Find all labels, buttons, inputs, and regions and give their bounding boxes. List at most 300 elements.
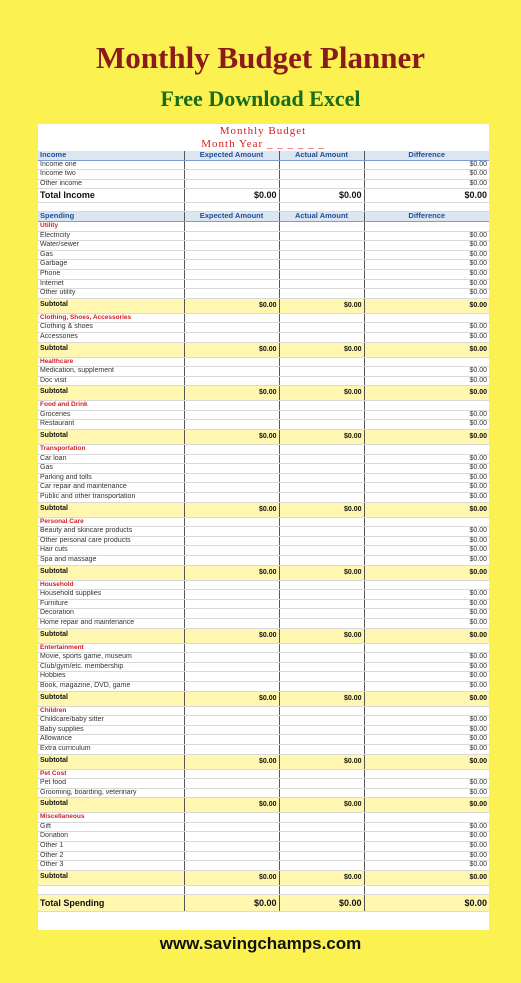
expected-amount-cell[interactable] (184, 410, 279, 420)
actual-amount-cell[interactable] (279, 822, 364, 832)
expected-amount-cell[interactable] (184, 599, 279, 609)
expected-amount-cell[interactable] (184, 556, 279, 566)
empty-cell (364, 885, 489, 894)
subtotal-label: Subtotal (38, 430, 184, 445)
table-row (38, 536, 489, 546)
table-row (38, 672, 489, 682)
expected-amount-cell[interactable] (184, 609, 279, 619)
subtotal-label: Subtotal (38, 565, 184, 580)
actual-amount-cell[interactable] (279, 493, 364, 503)
expected-amount-cell[interactable] (184, 420, 279, 430)
total-difference: $0.00 (364, 189, 489, 203)
expected-amount-cell[interactable] (184, 725, 279, 735)
actual-amount-cell[interactable] (279, 653, 364, 663)
subtotal-difference: $0.00 (364, 430, 489, 445)
empty-cell (364, 445, 489, 455)
subtotal-expected: $0.00 (184, 870, 279, 885)
expected-amount-cell[interactable] (184, 483, 279, 493)
row-label: Other utility (38, 289, 184, 299)
actual-amount-cell[interactable] (279, 779, 364, 789)
table-row (38, 160, 489, 170)
actual-amount-cell[interactable] (279, 260, 364, 270)
difference-cell: $0.00 (364, 861, 489, 871)
subtotal-expected: $0.00 (184, 502, 279, 517)
empty-cell (364, 580, 489, 590)
difference-cell: $0.00 (364, 170, 489, 180)
category-label: Utility (38, 221, 184, 231)
row-label: Other 1 (38, 842, 184, 852)
column-header: Actual Amount (279, 212, 364, 222)
subtotal-actual: $0.00 (279, 798, 364, 813)
category-label: Food and Drink (38, 401, 184, 411)
spacer-row (38, 885, 489, 894)
expected-amount-cell[interactable] (184, 323, 279, 333)
expected-amount-cell[interactable] (184, 590, 279, 600)
row-label: Gift (38, 822, 184, 832)
table-row (38, 323, 489, 333)
empty-cell (184, 885, 279, 894)
empty-cell (364, 813, 489, 823)
total-spending-row (38, 894, 489, 911)
table-row (38, 289, 489, 299)
budget-table (38, 151, 489, 912)
total-actual: $0.00 (279, 189, 364, 203)
difference-cell: $0.00 (364, 160, 489, 170)
row-label: Car repair and maintenance (38, 483, 184, 493)
row-label: Garbage (38, 260, 184, 270)
subtotal-row (38, 691, 489, 706)
empty-cell (184, 643, 279, 653)
expected-amount-cell[interactable] (184, 160, 279, 170)
subtotal-label: Subtotal (38, 386, 184, 401)
expected-amount-cell[interactable] (184, 735, 279, 745)
table-row (38, 779, 489, 789)
actual-amount-cell[interactable] (279, 546, 364, 556)
subtotal-actual: $0.00 (279, 342, 364, 357)
actual-amount-cell[interactable] (279, 599, 364, 609)
actual-amount-cell[interactable] (279, 279, 364, 289)
row-label: Childcare/baby sitter (38, 716, 184, 726)
actual-amount-cell[interactable] (279, 527, 364, 537)
empty-cell (38, 203, 184, 212)
row-label: Furniture (38, 599, 184, 609)
subtotal-difference: $0.00 (364, 386, 489, 401)
category-label: Pet Cost (38, 769, 184, 779)
page-subtitle: Free Download Excel (160, 86, 361, 111)
empty-cell (184, 357, 279, 367)
row-label: Gas (38, 250, 184, 260)
row-label: Phone (38, 269, 184, 279)
income-header-row (38, 151, 489, 160)
empty-cell (364, 221, 489, 231)
expected-amount-cell[interactable] (184, 851, 279, 861)
table-row (38, 662, 489, 672)
difference-cell: $0.00 (364, 779, 489, 789)
difference-cell: $0.00 (364, 250, 489, 260)
subtotal-row (38, 754, 489, 769)
empty-cell (184, 313, 279, 323)
expected-amount-cell[interactable] (184, 269, 279, 279)
difference-cell: $0.00 (364, 241, 489, 251)
subtotal-label: Subtotal (38, 754, 184, 769)
column-header: Difference (364, 212, 489, 222)
empty-cell (364, 706, 489, 716)
empty-cell (364, 643, 489, 653)
empty-cell (364, 769, 489, 779)
actual-amount-cell[interactable] (279, 609, 364, 619)
table-row (38, 279, 489, 289)
subtotal-label: Subtotal (38, 870, 184, 885)
actual-amount-cell[interactable] (279, 672, 364, 682)
table-row (38, 231, 489, 241)
actual-amount-cell[interactable] (279, 376, 364, 386)
row-label: Groceries (38, 410, 184, 420)
row-label: Internet (38, 279, 184, 289)
expected-amount-cell[interactable] (184, 241, 279, 251)
category-label: Miscellaneous (38, 813, 184, 823)
spending-header-row (38, 212, 489, 222)
empty-cell (364, 313, 489, 323)
total-actual: $0.00 (279, 894, 364, 911)
table-row (38, 861, 489, 871)
actual-amount-cell[interactable] (279, 556, 364, 566)
actual-amount-cell[interactable] (279, 842, 364, 852)
table-row (38, 473, 489, 483)
difference-cell: $0.00 (364, 464, 489, 474)
difference-cell: $0.00 (364, 527, 489, 537)
table-row (38, 681, 489, 691)
table-row (38, 842, 489, 852)
subtotal-difference: $0.00 (364, 628, 489, 643)
actual-amount-cell[interactable] (279, 735, 364, 745)
expected-amount-cell[interactable] (184, 662, 279, 672)
total-difference: $0.00 (364, 894, 489, 911)
subtotal-expected: $0.00 (184, 691, 279, 706)
expected-amount-cell[interactable] (184, 250, 279, 260)
total-income-label: Total Income (38, 189, 184, 203)
category-label: Household (38, 580, 184, 590)
difference-cell: $0.00 (364, 735, 489, 745)
difference-cell: $0.00 (364, 618, 489, 628)
actual-amount-cell[interactable] (279, 332, 364, 342)
actual-amount-cell[interactable] (279, 454, 364, 464)
subtotal-difference: $0.00 (364, 565, 489, 580)
difference-cell: $0.00 (364, 376, 489, 386)
table-row (38, 269, 489, 279)
actual-amount-cell[interactable] (279, 367, 364, 377)
difference-cell: $0.00 (364, 420, 489, 430)
empty-cell (279, 221, 364, 231)
subtotal-actual: $0.00 (279, 386, 364, 401)
table-row (38, 653, 489, 663)
subtotal-label: Subtotal (38, 628, 184, 643)
table-row (38, 556, 489, 566)
row-label: Car loan (38, 454, 184, 464)
difference-cell: $0.00 (364, 323, 489, 333)
table-row (38, 454, 489, 464)
expected-amount-cell[interactable] (184, 289, 279, 299)
row-label: Restaurant (38, 420, 184, 430)
table-row (38, 851, 489, 861)
subtotal-actual: $0.00 (279, 870, 364, 885)
actual-amount-cell[interactable] (279, 483, 364, 493)
column-header: Spending (38, 212, 184, 222)
subtotal-label: Subtotal (38, 342, 184, 357)
difference-cell: $0.00 (364, 279, 489, 289)
expected-amount-cell[interactable] (184, 716, 279, 726)
table-row (38, 170, 489, 180)
expected-amount-cell[interactable] (184, 279, 279, 289)
row-label: Clothing & shoes (38, 323, 184, 333)
row-label: Hobbies (38, 672, 184, 682)
actual-amount-cell[interactable] (279, 170, 364, 180)
table-row (38, 241, 489, 251)
category-row (38, 643, 489, 653)
total-income-row (38, 189, 489, 203)
difference-cell: $0.00 (364, 681, 489, 691)
table-row (38, 716, 489, 726)
category-label: Personal Care (38, 517, 184, 527)
empty-cell (184, 203, 279, 212)
expected-amount-cell[interactable] (184, 653, 279, 663)
empty-cell (279, 813, 364, 823)
table-row (38, 832, 489, 842)
actual-amount-cell[interactable] (279, 250, 364, 260)
category-label: Healthcare (38, 357, 184, 367)
empty-cell (279, 517, 364, 527)
actual-amount-cell[interactable] (279, 662, 364, 672)
table-row (38, 822, 489, 832)
total-expected: $0.00 (184, 894, 279, 911)
actual-amount-cell[interactable] (279, 410, 364, 420)
difference-cell: $0.00 (364, 599, 489, 609)
empty-cell (279, 445, 364, 455)
row-label: Decoration (38, 609, 184, 619)
difference-cell: $0.00 (364, 832, 489, 842)
subtotal-row (38, 342, 489, 357)
subtotal-row (38, 870, 489, 885)
row-label: Grooming, boarding, veterinary (38, 788, 184, 798)
subtotal-actual: $0.00 (279, 298, 364, 313)
actual-amount-cell[interactable] (279, 289, 364, 299)
row-label: Other 2 (38, 851, 184, 861)
table-row (38, 609, 489, 619)
actual-amount-cell[interactable] (279, 861, 364, 871)
subtotal-label: Subtotal (38, 298, 184, 313)
difference-cell: $0.00 (364, 744, 489, 754)
expected-amount-cell[interactable] (184, 788, 279, 798)
empty-cell (184, 769, 279, 779)
row-label: Other personal care products (38, 536, 184, 546)
subtotal-difference: $0.00 (364, 502, 489, 517)
subtotal-row (38, 298, 489, 313)
category-row (38, 313, 489, 323)
expected-amount-cell[interactable] (184, 779, 279, 789)
difference-cell: $0.00 (364, 179, 489, 189)
row-label: Gas (38, 464, 184, 474)
difference-cell: $0.00 (364, 556, 489, 566)
expected-amount-cell[interactable] (184, 681, 279, 691)
subtotal-expected: $0.00 (184, 298, 279, 313)
difference-cell: $0.00 (364, 454, 489, 464)
row-label: Allowance (38, 735, 184, 745)
actual-amount-cell[interactable] (279, 323, 364, 333)
empty-cell (279, 769, 364, 779)
actual-amount-cell[interactable] (279, 788, 364, 798)
row-label: Doc visit (38, 376, 184, 386)
empty-cell (364, 401, 489, 411)
difference-cell: $0.00 (364, 725, 489, 735)
table-row (38, 618, 489, 628)
column-header: Difference (364, 151, 489, 160)
table-row (38, 735, 489, 745)
subtotal-difference: $0.00 (364, 691, 489, 706)
difference-cell: $0.00 (364, 410, 489, 420)
expected-amount-cell[interactable] (184, 464, 279, 474)
actual-amount-cell[interactable] (279, 420, 364, 430)
empty-cell (184, 221, 279, 231)
table-row (38, 599, 489, 609)
expected-amount-cell[interactable] (184, 376, 279, 386)
subtotal-actual: $0.00 (279, 691, 364, 706)
expected-amount-cell[interactable] (184, 536, 279, 546)
table-row (38, 367, 489, 377)
expected-amount-cell[interactable] (184, 618, 279, 628)
expected-amount-cell[interactable] (184, 672, 279, 682)
row-label: Extra curriculum (38, 744, 184, 754)
empty-cell (279, 580, 364, 590)
empty-cell (184, 580, 279, 590)
row-label: Accessories (38, 332, 184, 342)
expected-amount-cell[interactable] (184, 546, 279, 556)
expected-amount-cell[interactable] (184, 744, 279, 754)
column-header: Income (38, 151, 184, 160)
expected-amount-cell[interactable] (184, 473, 279, 483)
empty-cell (279, 203, 364, 212)
subtotal-difference: $0.00 (364, 870, 489, 885)
actual-amount-cell[interactable] (279, 179, 364, 189)
expected-amount-cell[interactable] (184, 832, 279, 842)
row-label: Movie, sports game, museum (38, 653, 184, 663)
difference-cell: $0.00 (364, 609, 489, 619)
table-row (38, 376, 489, 386)
subtotal-row (38, 565, 489, 580)
column-header: Actual Amount (279, 151, 364, 160)
sheet-month-year: Month Year _ _ _ _ _ _ (201, 138, 325, 150)
row-label: Household supplies (38, 590, 184, 600)
subtotal-label: Subtotal (38, 798, 184, 813)
actual-amount-cell[interactable] (279, 536, 364, 546)
actual-amount-cell[interactable] (279, 241, 364, 251)
actual-amount-cell[interactable] (279, 473, 364, 483)
expected-amount-cell[interactable] (184, 179, 279, 189)
expected-amount-cell[interactable] (184, 822, 279, 832)
difference-cell: $0.00 (364, 590, 489, 600)
subtotal-expected: $0.00 (184, 565, 279, 580)
subtotal-expected: $0.00 (184, 798, 279, 813)
row-label: Home repair and maintenance (38, 618, 184, 628)
page-title: Monthly Budget Planner (96, 40, 425, 75)
difference-cell: $0.00 (364, 536, 489, 546)
difference-cell: $0.00 (364, 653, 489, 663)
difference-cell: $0.00 (364, 788, 489, 798)
table-row (38, 464, 489, 474)
expected-amount-cell[interactable] (184, 231, 279, 241)
expected-amount-cell[interactable] (184, 332, 279, 342)
expected-amount-cell[interactable] (184, 493, 279, 503)
empty-cell (364, 357, 489, 367)
row-label: Income two (38, 170, 184, 180)
expected-amount-cell[interactable] (184, 367, 279, 377)
actual-amount-cell[interactable] (279, 231, 364, 241)
expected-amount-cell[interactable] (184, 861, 279, 871)
table-row (38, 493, 489, 503)
actual-amount-cell[interactable] (279, 590, 364, 600)
actual-amount-cell[interactable] (279, 464, 364, 474)
row-label: Electricity (38, 231, 184, 241)
actual-amount-cell[interactable] (279, 851, 364, 861)
subtotal-difference: $0.00 (364, 754, 489, 769)
row-label: Hair cuts (38, 546, 184, 556)
empty-cell (184, 401, 279, 411)
table-row (38, 725, 489, 735)
expected-amount-cell[interactable] (184, 454, 279, 464)
difference-cell: $0.00 (364, 289, 489, 299)
category-row (38, 401, 489, 411)
empty-cell (364, 203, 489, 212)
table-row (38, 420, 489, 430)
category-label: Clothing, Shoes, Accessories (38, 313, 184, 323)
actual-amount-cell[interactable] (279, 681, 364, 691)
column-header: Expected Amount (184, 151, 279, 160)
subtotal-actual: $0.00 (279, 754, 364, 769)
category-row (38, 769, 489, 779)
expected-amount-cell[interactable] (184, 527, 279, 537)
subtotal-row (38, 502, 489, 517)
budget-sheet (38, 124, 489, 930)
difference-cell: $0.00 (364, 716, 489, 726)
difference-cell: $0.00 (364, 260, 489, 270)
table-row (38, 179, 489, 189)
actual-amount-cell[interactable] (279, 716, 364, 726)
actual-amount-cell[interactable] (279, 832, 364, 842)
subtotal-row (38, 798, 489, 813)
expected-amount-cell[interactable] (184, 842, 279, 852)
row-label: Spa and massage (38, 556, 184, 566)
expected-amount-cell[interactable] (184, 260, 279, 270)
subtotal-difference: $0.00 (364, 298, 489, 313)
row-label: Parking and tolls (38, 473, 184, 483)
actual-amount-cell[interactable] (279, 744, 364, 754)
actual-amount-cell[interactable] (279, 725, 364, 735)
table-row (38, 332, 489, 342)
expected-amount-cell[interactable] (184, 170, 279, 180)
actual-amount-cell[interactable] (279, 160, 364, 170)
category-row (38, 357, 489, 367)
table-row (38, 483, 489, 493)
row-label: Beauty and skincare products (38, 527, 184, 537)
empty-cell (184, 445, 279, 455)
table-row (38, 744, 489, 754)
empty-cell (279, 357, 364, 367)
actual-amount-cell[interactable] (279, 618, 364, 628)
row-label: Book, magazine, DVD, game (38, 681, 184, 691)
empty-cell (279, 643, 364, 653)
row-label: Baby supplies (38, 725, 184, 735)
row-label: Other income (38, 179, 184, 189)
actual-amount-cell[interactable] (279, 269, 364, 279)
subtotal-label: Subtotal (38, 502, 184, 517)
